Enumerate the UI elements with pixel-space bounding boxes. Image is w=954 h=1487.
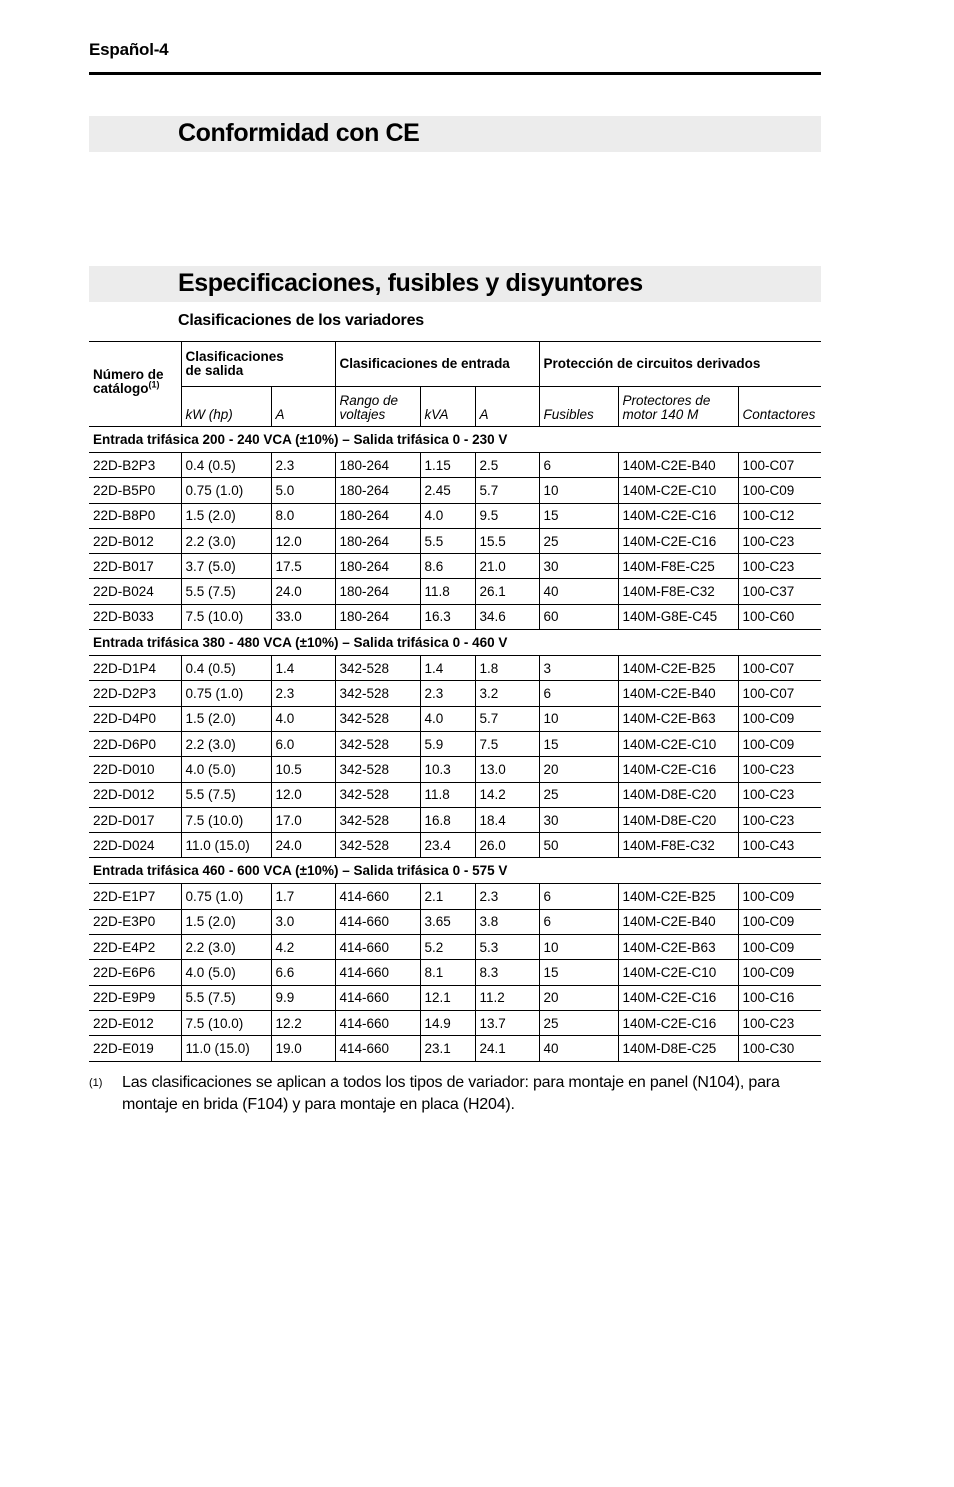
table-cell: 2.45 bbox=[420, 478, 475, 503]
table-cell: 22D-E9P9 bbox=[89, 985, 181, 1010]
table-cell: 10 bbox=[539, 935, 618, 960]
footnote bbox=[89, 1072, 821, 1116]
table-cell: 22D-E012 bbox=[89, 1010, 181, 1035]
table-cell: 15.5 bbox=[475, 528, 539, 553]
group-row bbox=[89, 630, 821, 656]
table-cell: 140M-C2E-B40 bbox=[618, 909, 738, 934]
table-cell: 2.3 bbox=[271, 453, 335, 478]
table-cell: 12.0 bbox=[271, 528, 335, 553]
table-cell: 414-660 bbox=[335, 1036, 420, 1061]
table-cell: 100-C23 bbox=[738, 528, 821, 553]
table-cell: 180-264 bbox=[335, 528, 420, 553]
table-cell: 100-C30 bbox=[738, 1036, 821, 1061]
table-cell: 140M-C2E-C10 bbox=[618, 960, 738, 985]
table-cell: 17.0 bbox=[271, 807, 335, 832]
table-cell: 22D-D017 bbox=[89, 807, 181, 832]
table-cell: 24.1 bbox=[475, 1036, 539, 1061]
table-row bbox=[89, 528, 821, 553]
table-cell: 6.6 bbox=[271, 960, 335, 985]
footnote-text: Las clasificaciones se aplican a todos los tipos de variador: para montaje en panel (N104), para montaje en brida (F104) y para montaje en placa (H204). bbox=[122, 1074, 780, 1113]
table-cell: 414-660 bbox=[335, 909, 420, 934]
table-cell: 6 bbox=[539, 884, 618, 909]
table-cell: 100-C07 bbox=[738, 681, 821, 706]
table-cell: 140M-C2E-B40 bbox=[618, 453, 738, 478]
table-cell: 0.75 (1.0) bbox=[181, 681, 271, 706]
table-cell: 1.15 bbox=[420, 453, 475, 478]
table-body bbox=[89, 427, 821, 1062]
table-cell: 342-528 bbox=[335, 782, 420, 807]
table-cell: 2.3 bbox=[475, 884, 539, 909]
table-cell: 5.5 (7.5) bbox=[181, 985, 271, 1010]
table-cell: 100-C07 bbox=[738, 453, 821, 478]
table-cell: 100-C09 bbox=[738, 478, 821, 503]
table-row bbox=[89, 731, 821, 756]
table-cell: 11.0 (15.0) bbox=[181, 1036, 271, 1061]
table-cell: 5.5 (7.5) bbox=[181, 782, 271, 807]
table-cell: 4.0 bbox=[271, 706, 335, 731]
table-cell: 22D-B012 bbox=[89, 528, 181, 553]
table-cell: 2.3 bbox=[420, 681, 475, 706]
table-cell: 40 bbox=[539, 579, 618, 604]
table-cell: 140M-C2E-C16 bbox=[618, 503, 738, 528]
table-cell: 4.2 bbox=[271, 935, 335, 960]
table-cell: 10 bbox=[539, 478, 618, 503]
table-row bbox=[89, 807, 821, 832]
table-cell: 25 bbox=[539, 782, 618, 807]
table-row bbox=[89, 985, 821, 1010]
table-cell: 22D-B017 bbox=[89, 554, 181, 579]
table-cell: 10 bbox=[539, 706, 618, 731]
table-cell: 12.2 bbox=[271, 1010, 335, 1035]
table-cell: 140M-C2E-B25 bbox=[618, 656, 738, 681]
table-cell: 40 bbox=[539, 1036, 618, 1061]
table-cell: 15 bbox=[539, 731, 618, 756]
table-cell: 16.3 bbox=[420, 604, 475, 629]
table-cell: 22D-B5P0 bbox=[89, 478, 181, 503]
section-title-ce: Conformidad con CE bbox=[178, 119, 420, 147]
table-cell: 22D-D024 bbox=[89, 833, 181, 858]
table-cell: 3.65 bbox=[420, 909, 475, 934]
table-caption: Clasificaciones de los variadores bbox=[178, 312, 424, 329]
table-cell: 100-C43 bbox=[738, 833, 821, 858]
table-cell: 100-C09 bbox=[738, 884, 821, 909]
table-cell: 8.6 bbox=[420, 554, 475, 579]
header-amps-in: A bbox=[475, 387, 539, 427]
table-cell: 22D-E1P7 bbox=[89, 884, 181, 909]
table-cell: 0.4 (0.5) bbox=[181, 656, 271, 681]
group-label: Entrada trifásica 460 - 600 VCA (±10%) – Salida trifásica 0 - 575 V bbox=[89, 858, 821, 884]
header-voltage-range: Rango de voltajes bbox=[335, 387, 420, 427]
table-cell: 9.5 bbox=[475, 503, 539, 528]
table-row bbox=[89, 1036, 821, 1061]
table-cell: 14.2 bbox=[475, 782, 539, 807]
table-cell: 23.1 bbox=[420, 1036, 475, 1061]
table-cell: 19.0 bbox=[271, 1036, 335, 1061]
table-cell: 100-C09 bbox=[738, 731, 821, 756]
table-cell: 7.5 (10.0) bbox=[181, 807, 271, 832]
table-row bbox=[89, 935, 821, 960]
table-cell: 100-C23 bbox=[738, 757, 821, 782]
table-cell: 140M-C2E-C10 bbox=[618, 731, 738, 756]
table-row bbox=[89, 503, 821, 528]
header-amps-out: A bbox=[271, 387, 335, 427]
table-row bbox=[89, 478, 821, 503]
table-cell: 1.4 bbox=[271, 656, 335, 681]
table-cell: 5.5 (7.5) bbox=[181, 579, 271, 604]
table-cell: 140M-G8E-C45 bbox=[618, 604, 738, 629]
table-cell: 342-528 bbox=[335, 807, 420, 832]
table-cell: 8.3 bbox=[475, 960, 539, 985]
table-cell: 1.5 (2.0) bbox=[181, 503, 271, 528]
page-label: Español-4 bbox=[89, 40, 169, 59]
table-cell: 100-C09 bbox=[738, 935, 821, 960]
table-cell: 10.5 bbox=[271, 757, 335, 782]
table-cell: 414-660 bbox=[335, 884, 420, 909]
table-cell: 2.2 (3.0) bbox=[181, 528, 271, 553]
table-cell: 15 bbox=[539, 960, 618, 985]
section-band-ce bbox=[89, 116, 821, 152]
table-cell: 342-528 bbox=[335, 731, 420, 756]
table-row bbox=[89, 579, 821, 604]
table-cell: 180-264 bbox=[335, 453, 420, 478]
table-cell: 15 bbox=[539, 503, 618, 528]
table-cell: 5.3 bbox=[475, 935, 539, 960]
header-input-ratings: Clasificaciones de entrada bbox=[335, 342, 539, 387]
table-cell: 140M-F8E-C32 bbox=[618, 579, 738, 604]
table-cell: 100-C09 bbox=[738, 909, 821, 934]
table-cell: 100-C23 bbox=[738, 1010, 821, 1035]
table-cell: 140M-C2E-B40 bbox=[618, 681, 738, 706]
table-cell: 5.2 bbox=[420, 935, 475, 960]
table-cell: 180-264 bbox=[335, 554, 420, 579]
header-contactors: Contactores bbox=[738, 387, 821, 427]
table-cell: 140M-D8E-C20 bbox=[618, 782, 738, 807]
table-cell: 140M-D8E-C20 bbox=[618, 807, 738, 832]
table-cell: 140M-F8E-C32 bbox=[618, 833, 738, 858]
footnote-ref: (1) bbox=[148, 379, 160, 390]
table-cell: 100-C09 bbox=[738, 960, 821, 985]
table-row bbox=[89, 833, 821, 858]
table-cell: 180-264 bbox=[335, 604, 420, 629]
table-cell: 11.8 bbox=[420, 579, 475, 604]
header-branch-protection: Protección de circuitos derivados bbox=[539, 342, 821, 387]
table-cell: 1.7 bbox=[271, 884, 335, 909]
table-cell: 11.0 (15.0) bbox=[181, 833, 271, 858]
table-cell: 100-C37 bbox=[738, 579, 821, 604]
table-cell: 100-C09 bbox=[738, 706, 821, 731]
table-cell: 34.6 bbox=[475, 604, 539, 629]
table-row bbox=[89, 1010, 821, 1035]
table-cell: 24.0 bbox=[271, 579, 335, 604]
table-cell: 100-C07 bbox=[738, 656, 821, 681]
table-cell: 342-528 bbox=[335, 656, 420, 681]
table-cell: 140M-C2E-C10 bbox=[618, 478, 738, 503]
table-cell: 140M-C2E-B63 bbox=[618, 935, 738, 960]
section-band-specs bbox=[89, 266, 821, 302]
table-cell: 100-C23 bbox=[738, 554, 821, 579]
table-cell: 11.8 bbox=[420, 782, 475, 807]
table-cell: 140M-C2E-B63 bbox=[618, 706, 738, 731]
table-cell: 100-C23 bbox=[738, 807, 821, 832]
table-cell: 342-528 bbox=[335, 681, 420, 706]
group-label: Entrada trifásica 380 - 480 VCA (±10%) – Salida trifásica 0 - 460 V bbox=[89, 630, 821, 656]
table-cell: 100-C16 bbox=[738, 985, 821, 1010]
table-cell: 9.9 bbox=[271, 985, 335, 1010]
table-cell: 414-660 bbox=[335, 1010, 420, 1035]
table-cell: 22D-E3P0 bbox=[89, 909, 181, 934]
header-output-ratings: Clasificaciones de salida bbox=[181, 342, 335, 387]
table-cell: 0.4 (0.5) bbox=[181, 453, 271, 478]
table-cell: 6 bbox=[539, 681, 618, 706]
table-cell: 180-264 bbox=[335, 579, 420, 604]
table-row bbox=[89, 757, 821, 782]
table-cell: 2.1 bbox=[420, 884, 475, 909]
table-row bbox=[89, 681, 821, 706]
table-cell: 342-528 bbox=[335, 833, 420, 858]
table-cell: 13.0 bbox=[475, 757, 539, 782]
table-cell: 3.7 (5.0) bbox=[181, 554, 271, 579]
table-cell: 4.0 bbox=[420, 503, 475, 528]
table-cell: 13.7 bbox=[475, 1010, 539, 1035]
table-cell: 6.0 bbox=[271, 731, 335, 756]
table-cell: 7.5 bbox=[475, 731, 539, 756]
header-motor-protectors: Protectores de motor 140 M bbox=[618, 387, 738, 427]
table-cell: 22D-E6P6 bbox=[89, 960, 181, 985]
table-cell: 2.2 (3.0) bbox=[181, 731, 271, 756]
top-rule bbox=[89, 72, 821, 75]
table-cell: 4.0 (5.0) bbox=[181, 960, 271, 985]
table-cell: 20 bbox=[539, 985, 618, 1010]
table-cell: 25 bbox=[539, 1010, 618, 1035]
table-cell: 60 bbox=[539, 604, 618, 629]
table-cell: 11.2 bbox=[475, 985, 539, 1010]
table-row bbox=[89, 706, 821, 731]
table-cell: 140M-C2E-C16 bbox=[618, 757, 738, 782]
table-cell: 30 bbox=[539, 807, 618, 832]
table-cell: 100-C23 bbox=[738, 782, 821, 807]
table-cell: 5.0 bbox=[271, 478, 335, 503]
table-cell: 414-660 bbox=[335, 935, 420, 960]
table-cell: 4.0 bbox=[420, 706, 475, 731]
table-cell: 22D-D010 bbox=[89, 757, 181, 782]
table-cell: 22D-E019 bbox=[89, 1036, 181, 1061]
table-cell: 26.1 bbox=[475, 579, 539, 604]
table-cell: 140M-C2E-C16 bbox=[618, 528, 738, 553]
table-cell: 23.4 bbox=[420, 833, 475, 858]
header-kw-hp: kW (hp) bbox=[181, 387, 271, 427]
table-cell: 22D-D2P3 bbox=[89, 681, 181, 706]
table-cell: 16.8 bbox=[420, 807, 475, 832]
section-title-specs: Especificaciones, fusibles y disyuntores bbox=[178, 269, 643, 297]
table-cell: 5.7 bbox=[475, 478, 539, 503]
table-cell: 50 bbox=[539, 833, 618, 858]
table-cell: 3 bbox=[539, 656, 618, 681]
group-row bbox=[89, 858, 821, 884]
table-cell: 180-264 bbox=[335, 503, 420, 528]
table-row bbox=[89, 884, 821, 909]
table-cell: 4.0 (5.0) bbox=[181, 757, 271, 782]
table-cell: 22D-E4P2 bbox=[89, 935, 181, 960]
table-cell: 7.5 (10.0) bbox=[181, 604, 271, 629]
table-cell: 140M-C2E-B25 bbox=[618, 884, 738, 909]
table-cell: 3.2 bbox=[475, 681, 539, 706]
table-cell: 100-C60 bbox=[738, 604, 821, 629]
table-cell: 140M-C2E-C16 bbox=[618, 985, 738, 1010]
table-cell: 0.75 (1.0) bbox=[181, 478, 271, 503]
table-row bbox=[89, 554, 821, 579]
table-cell: 5.7 bbox=[475, 706, 539, 731]
table-cell: 100-C12 bbox=[738, 503, 821, 528]
table-cell: 5.9 bbox=[420, 731, 475, 756]
table-cell: 22D-B033 bbox=[89, 604, 181, 629]
group-row bbox=[89, 427, 821, 453]
table-cell: 21.0 bbox=[475, 554, 539, 579]
table-cell: 33.0 bbox=[271, 604, 335, 629]
table-row bbox=[89, 960, 821, 985]
table-cell: 8.1 bbox=[420, 960, 475, 985]
table-cell: 5.5 bbox=[420, 528, 475, 553]
table-cell: 0.75 (1.0) bbox=[181, 884, 271, 909]
table-cell: 18.4 bbox=[475, 807, 539, 832]
table-cell: 14.9 bbox=[420, 1010, 475, 1035]
table-cell: 30 bbox=[539, 554, 618, 579]
table-cell: 17.5 bbox=[271, 554, 335, 579]
table-row bbox=[89, 782, 821, 807]
table-cell: 22D-B2P3 bbox=[89, 453, 181, 478]
table-row bbox=[89, 453, 821, 478]
table-cell: 342-528 bbox=[335, 757, 420, 782]
table-cell: 140M-C2E-C16 bbox=[618, 1010, 738, 1035]
header-fuses: Fusibles bbox=[539, 387, 618, 427]
table-cell: 1.8 bbox=[475, 656, 539, 681]
header-catalog: Número de catálogo$^{(1)}$ bbox=[89, 342, 181, 427]
table-cell: 180-264 bbox=[335, 478, 420, 503]
table-cell: 7.5 (10.0) bbox=[181, 1010, 271, 1035]
table-cell: 22D-D1P4 bbox=[89, 656, 181, 681]
table-cell: 2.2 (3.0) bbox=[181, 935, 271, 960]
table-cell: 22D-D012 bbox=[89, 782, 181, 807]
table-row bbox=[89, 604, 821, 629]
table-cell: 2.3 bbox=[271, 681, 335, 706]
table-cell: 6 bbox=[539, 453, 618, 478]
table-cell: 1.4 bbox=[420, 656, 475, 681]
table-cell: 8.0 bbox=[271, 503, 335, 528]
table-cell: 20 bbox=[539, 757, 618, 782]
footnote-mark: (1) bbox=[89, 1077, 103, 1089]
table-cell: 6 bbox=[539, 909, 618, 934]
table-cell: 1.5 (2.0) bbox=[181, 909, 271, 934]
table-cell: 12.1 bbox=[420, 985, 475, 1010]
table-cell: 22D-B8P0 bbox=[89, 503, 181, 528]
table-cell: 1.5 (2.0) bbox=[181, 706, 271, 731]
table-cell: 3.8 bbox=[475, 909, 539, 934]
table-row bbox=[89, 656, 821, 681]
table-cell: 22D-B024 bbox=[89, 579, 181, 604]
table-cell: 140M-D8E-C25 bbox=[618, 1036, 738, 1061]
table-cell: 26.0 bbox=[475, 833, 539, 858]
table-cell: 414-660 bbox=[335, 960, 420, 985]
table-cell: 3.0 bbox=[271, 909, 335, 934]
table-row bbox=[89, 909, 821, 934]
table-cell: 22D-D4P0 bbox=[89, 706, 181, 731]
table-cell: 2.5 bbox=[475, 453, 539, 478]
table-cell: 414-660 bbox=[335, 985, 420, 1010]
table-cell: 22D-D6P0 bbox=[89, 731, 181, 756]
ratings-table bbox=[89, 341, 821, 1062]
table-cell: 24.0 bbox=[271, 833, 335, 858]
header-kva: kVA bbox=[420, 387, 475, 427]
table-cell: 25 bbox=[539, 528, 618, 553]
table-cell: 10.3 bbox=[420, 757, 475, 782]
table-cell: 140M-F8E-C25 bbox=[618, 554, 738, 579]
table-cell: 342-528 bbox=[335, 706, 420, 731]
group-label: Entrada trifásica 200 - 240 VCA (±10%) – Salida trifásica 0 - 230 V bbox=[89, 427, 821, 453]
table-cell: 12.0 bbox=[271, 782, 335, 807]
